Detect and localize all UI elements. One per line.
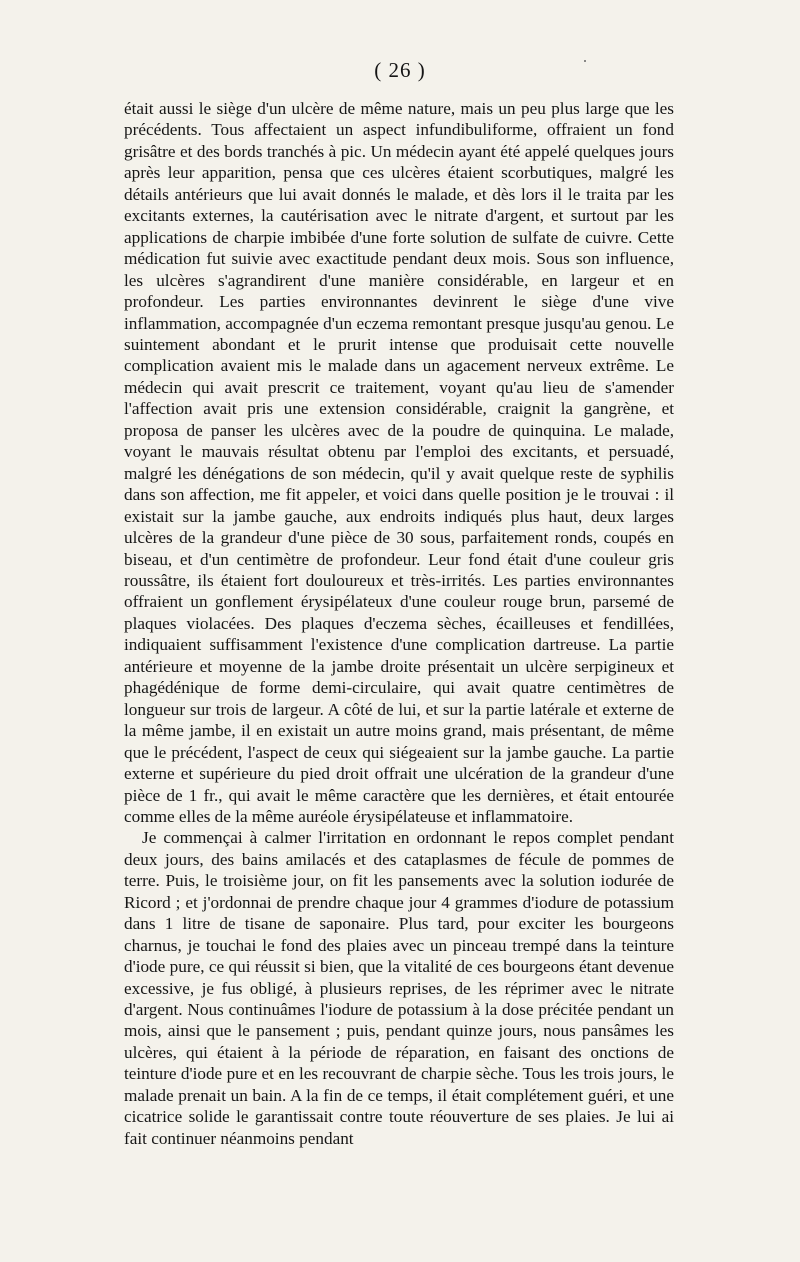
paragraph-2: Je commençai à calmer l'irritation en ordonnant le repos complet pendant deux jours, des bains amilacés et des cataplasmes de fécule de pommes de terre. Puis, le troisième jour, on fit les pansements avec la solution iodurée de Ricord ; et j'ordonnai de prendre chaque jour 4 grammes d'iodure de potassium dans 1 litre de tisane de saponaire. Plus tard, pour exciter les bourgeons charnus, je touchai le fond des plaies avec un pinceau trempé dans la teinture d'iode pure, ce qui réussit si bien, que la vitalité de ces bourgeons étant devenue excessive, je fus obligé, à plusieurs reprises, de les réprimer avec le nitrate d'argent. Nous continuâmes l'iodure de potassium à la dose précitée pendant un mois, ainsi que le pansement ; puis, pendant quinze jours, nous pansâmes les ulcères, qui étaient à la période de réparation, en faisant des onctions de teinture d'iode pure et en les recouvrant de charpie sèche. Tous les trois jours, le malade prenait un bain. A la fin de ce temps, il était complétement guéri, et une cicatrice solide le garantissait contre toute réouverture de ses plaies. Je lui ai fait continuer néanmoins pendant: [124, 828, 674, 1148]
paragraph-1: était aussi le siège d'un ulcère de même nature, mais un peu plus large que les précédents. Tous affectaient un aspect infundibuliforme, offraient un fond grisâtre et des bords tranchés à pic. Un médecin ayant été appelé quelques jours après leur apparition, pensa que ces ulcères étaient scorbutiques, malgré les détails antérieurs que lui avait donnés le malade, et dès lors il le traita par les excitants externes, la cautérisation avec le nitrate d'argent, et surtout par les applications de charpie imbibée d'une forte solution de sulfate de cuivre. Cette médication fut suivie avec exactitude pendant deux mois. Sous son influence, les ulcères s'agrandirent d'une manière considérable, en largeur et en profondeur. Les parties environnantes devinrent le siège d'une vive inflammation, accompagnée d'un eczema remontant presque jusqu'au genou. Le suintement abondant et le prurit intense que produisait cette nouvelle complication avaient mis le malade dans un agacement nerveux extrême. Le médecin qui avait prescrit ce traitement, voyant qu'au lieu de s'amender l'affection avait pris une extension considérable, craignit la gangrène, et proposa de panser les ulcères avec de la poudre de quinquina. Le malade, voyant le mauvais résultat obtenu par l'emploi des excitants, et persuadé, malgré les dénégations de son médecin, qu'il y avait quelque reste de syphilis dans son affection, me fit appeler, et voici dans quelle position je le trouvai : il existait sur la jambe gauche, aux endroits indiqués plus haut, deux larges ulcères de la grandeur d'une pièce de 30 sous, parfaitement ronds, coupés en biseau, et d'un centimètre de profondeur. Leur fond était d'une couleur gris roussâtre, ils étaient fort douloureux et très-irrités. Les parties environnantes offraient un gonflement érysipélateux d'une couleur rouge brun, parsemé de plaques violacées. Des plaques d'eczema sèches, écailleuses et fendillées, indiquaient suffisamment l'existence d'une complication dartreuse. La partie antérieure et moyenne de la jambe droite présentait un ulcère serpigineux et phagédénique de forme demi-circulaire, qui avait quatre centimètres de longueur sur trois de largeur. A côté de lui, et sur la partie latérale et externe de la même jambe, il en existait un autre moins grand, mais présentant, de même que le précédent, l'aspect de ceux qui siégeaient sur la jambe gauche. La partie externe et supérieure du pied droit offrait une ulcération de la grandeur d'une pièce de 1 fr., qui avait le même caractère que les dernières, et était entourée comme elles de la même auréole érysipélateuse et inflammatoire.: [124, 99, 674, 826]
body-text: [124, 98, 674, 1149]
page-number: ( 26 ): [374, 58, 426, 82]
